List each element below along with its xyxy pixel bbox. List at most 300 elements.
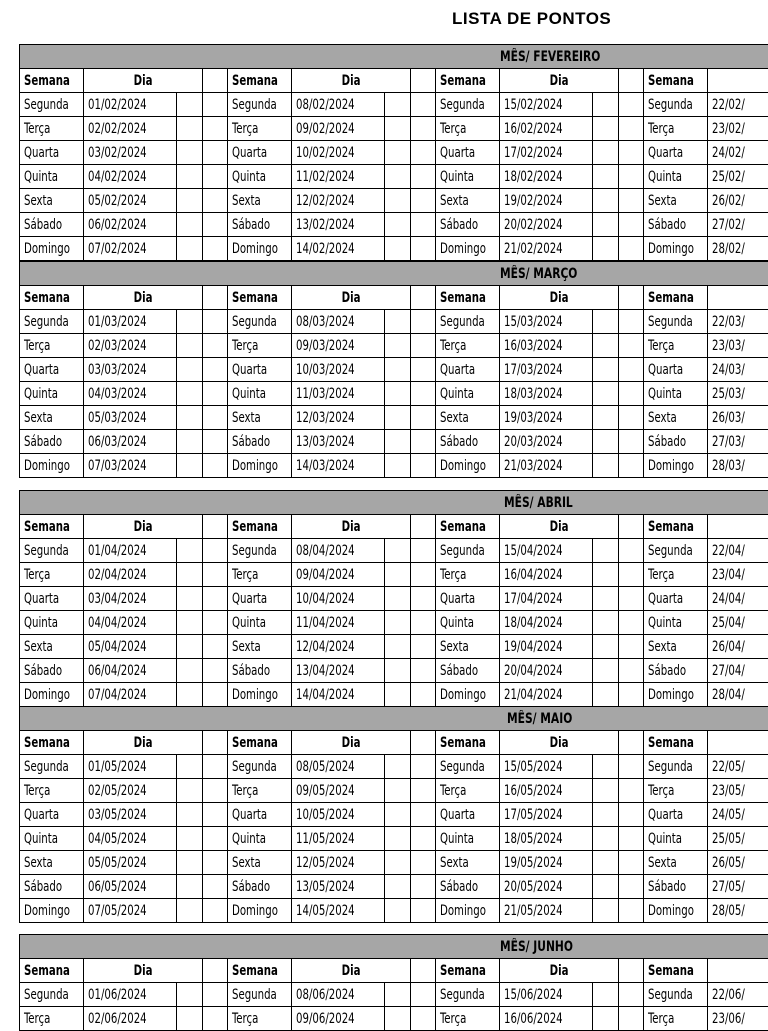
table-row bbox=[20, 454, 768, 478]
date-cell: 14/03/2024 bbox=[292, 454, 385, 478]
check-cell[interactable] bbox=[177, 406, 203, 430]
check-cell[interactable] bbox=[385, 803, 411, 827]
check-cell[interactable] bbox=[385, 382, 411, 406]
blank-cell bbox=[203, 93, 228, 117]
blank-cell bbox=[203, 875, 228, 899]
blank-cell bbox=[619, 635, 644, 659]
header-semana: Semana bbox=[228, 286, 292, 310]
check-cell[interactable] bbox=[177, 983, 203, 1007]
date-cell: 04/04/2024 bbox=[84, 611, 177, 635]
blank-cell bbox=[619, 334, 644, 358]
date-cell: 17/05/2024 bbox=[500, 803, 593, 827]
date-cell: 09/05/2024 bbox=[292, 779, 385, 803]
date-cell: 02/04/2024 bbox=[84, 563, 177, 587]
check-cell[interactable] bbox=[385, 983, 411, 1007]
weekday-cell: Segunda bbox=[436, 755, 500, 779]
table-row bbox=[20, 117, 768, 141]
header-dia: Dia bbox=[500, 515, 619, 539]
date-cell: 07/03/2024 bbox=[84, 454, 177, 478]
check-cell[interactable] bbox=[177, 213, 203, 237]
check-cell[interactable] bbox=[593, 406, 619, 430]
check-cell[interactable] bbox=[385, 165, 411, 189]
date-cell: 01/06/2024 bbox=[84, 983, 177, 1007]
check-cell[interactable] bbox=[593, 983, 619, 1007]
date-cell: 21/03/2024 bbox=[500, 454, 593, 478]
weekday-cell: Sábado bbox=[436, 875, 500, 899]
blank-cell bbox=[619, 382, 644, 406]
blank-cell bbox=[203, 587, 228, 611]
table-row bbox=[20, 683, 768, 707]
check-cell[interactable] bbox=[177, 237, 203, 261]
weekday-cell: Domingo bbox=[644, 237, 708, 261]
check-cell[interactable] bbox=[593, 382, 619, 406]
weekday-cell: Segunda bbox=[644, 539, 708, 563]
check-cell[interactable] bbox=[177, 899, 203, 923]
header-semana: Semana bbox=[228, 69, 292, 93]
check-cell[interactable] bbox=[385, 899, 411, 923]
blank-cell bbox=[411, 899, 436, 923]
date-cell: 16/05/2024 bbox=[500, 779, 593, 803]
table-row bbox=[20, 406, 768, 430]
blank-cell bbox=[619, 659, 644, 683]
header-semana: Semana bbox=[20, 69, 84, 93]
date-cell: 08/06/2024 bbox=[292, 983, 385, 1007]
weekday-cell: Sexta bbox=[436, 851, 500, 875]
table-row bbox=[20, 165, 768, 189]
check-cell[interactable] bbox=[385, 430, 411, 454]
header-dia: Dia bbox=[84, 69, 203, 93]
check-cell[interactable] bbox=[593, 827, 619, 851]
blank-cell bbox=[203, 899, 228, 923]
header-dia: Dia bbox=[500, 286, 619, 310]
blank-cell bbox=[203, 731, 228, 755]
weekday-cell: Terça bbox=[228, 563, 292, 587]
blank-cell bbox=[619, 406, 644, 430]
header-semana: Semana bbox=[644, 515, 708, 539]
weekday-cell: Sábado bbox=[20, 659, 84, 683]
header-semana: Semana bbox=[644, 286, 708, 310]
check-cell[interactable] bbox=[177, 587, 203, 611]
check-cell[interactable] bbox=[593, 141, 619, 165]
weekday-cell: Quarta bbox=[228, 358, 292, 382]
weekday-cell: Sábado bbox=[228, 213, 292, 237]
check-cell[interactable] bbox=[177, 827, 203, 851]
date-cell: 03/02/2024 bbox=[84, 141, 177, 165]
weekday-cell: Sexta bbox=[228, 635, 292, 659]
weekday-cell: Quarta bbox=[20, 141, 84, 165]
blank-cell bbox=[203, 659, 228, 683]
date-cell: 26/04/ bbox=[708, 635, 768, 659]
table-row bbox=[20, 539, 768, 563]
blank-cell bbox=[411, 310, 436, 334]
date-cell: 08/02/2024 bbox=[292, 93, 385, 117]
weekday-cell: Sexta bbox=[20, 406, 84, 430]
check-cell[interactable] bbox=[385, 683, 411, 707]
blank-cell bbox=[411, 587, 436, 611]
date-cell: 01/05/2024 bbox=[84, 755, 177, 779]
weekday-cell: Quarta bbox=[436, 587, 500, 611]
check-cell[interactable] bbox=[385, 779, 411, 803]
check-cell[interactable] bbox=[177, 93, 203, 117]
blank-cell bbox=[619, 237, 644, 261]
blank-cell bbox=[619, 117, 644, 141]
date-cell: 15/02/2024 bbox=[500, 93, 593, 117]
date-cell: 12/03/2024 bbox=[292, 406, 385, 430]
check-cell[interactable] bbox=[593, 779, 619, 803]
blank-cell bbox=[411, 69, 436, 93]
blank-cell bbox=[411, 1007, 436, 1031]
blank-cell bbox=[411, 827, 436, 851]
header-dia: Dia bbox=[500, 731, 619, 755]
blank-cell bbox=[411, 755, 436, 779]
blank-cell bbox=[203, 1007, 228, 1031]
month-title: MÊS/ FEVEREIRO bbox=[20, 45, 768, 69]
blank-cell bbox=[203, 358, 228, 382]
header-semana: Semana bbox=[228, 731, 292, 755]
date-cell: 16/02/2024 bbox=[500, 117, 593, 141]
weekday-cell: Domingo bbox=[436, 683, 500, 707]
table-row bbox=[20, 779, 768, 803]
table-row bbox=[20, 899, 768, 923]
blank-cell bbox=[619, 310, 644, 334]
check-cell[interactable] bbox=[593, 213, 619, 237]
blank-cell bbox=[411, 382, 436, 406]
date-cell: 09/02/2024 bbox=[292, 117, 385, 141]
date-cell: 03/05/2024 bbox=[84, 803, 177, 827]
date-cell: 20/03/2024 bbox=[500, 430, 593, 454]
check-cell[interactable] bbox=[593, 563, 619, 587]
check-cell[interactable] bbox=[177, 563, 203, 587]
date-cell: 01/03/2024 bbox=[84, 310, 177, 334]
blank-cell bbox=[203, 563, 228, 587]
month-table bbox=[19, 44, 768, 261]
check-cell[interactable] bbox=[385, 539, 411, 563]
date-cell: 02/02/2024 bbox=[84, 117, 177, 141]
check-cell[interactable] bbox=[593, 93, 619, 117]
header-dia bbox=[708, 959, 768, 983]
weekday-cell: Quinta bbox=[644, 382, 708, 406]
date-cell: 14/04/2024 bbox=[292, 683, 385, 707]
check-cell[interactable] bbox=[593, 165, 619, 189]
table-row bbox=[20, 611, 768, 635]
check-cell[interactable] bbox=[177, 635, 203, 659]
check-cell[interactable] bbox=[177, 683, 203, 707]
header-dia: Dia bbox=[84, 731, 203, 755]
header-dia: Dia bbox=[292, 69, 411, 93]
weekday-cell: Quinta bbox=[436, 827, 500, 851]
weekday-cell: Sexta bbox=[228, 851, 292, 875]
weekday-cell: Sábado bbox=[644, 659, 708, 683]
date-cell: 10/05/2024 bbox=[292, 803, 385, 827]
table-row bbox=[20, 334, 768, 358]
table-row bbox=[20, 755, 768, 779]
check-cell[interactable] bbox=[593, 189, 619, 213]
header-dia: Dia bbox=[84, 515, 203, 539]
weekday-cell: Segunda bbox=[228, 755, 292, 779]
blank-cell bbox=[411, 779, 436, 803]
date-cell: 17/04/2024 bbox=[500, 587, 593, 611]
weekday-cell: Terça bbox=[644, 563, 708, 587]
date-cell: 11/04/2024 bbox=[292, 611, 385, 635]
weekday-cell: Terça bbox=[436, 334, 500, 358]
blank-cell bbox=[203, 983, 228, 1007]
check-cell[interactable] bbox=[593, 1007, 619, 1031]
date-cell: 07/02/2024 bbox=[84, 237, 177, 261]
check-cell[interactable] bbox=[385, 635, 411, 659]
check-cell[interactable] bbox=[385, 117, 411, 141]
weekday-cell: Quinta bbox=[228, 827, 292, 851]
blank-cell bbox=[619, 1007, 644, 1031]
weekday-cell: Quarta bbox=[644, 358, 708, 382]
check-cell[interactable] bbox=[177, 454, 203, 478]
check-cell[interactable] bbox=[177, 755, 203, 779]
check-cell[interactable] bbox=[385, 334, 411, 358]
weekday-cell: Sexta bbox=[20, 189, 84, 213]
weekday-cell: Domingo bbox=[436, 454, 500, 478]
blank-cell bbox=[619, 454, 644, 478]
blank-cell bbox=[619, 587, 644, 611]
weekday-cell: Quinta bbox=[228, 165, 292, 189]
weekday-cell: Segunda bbox=[20, 983, 84, 1007]
weekday-cell: Terça bbox=[644, 117, 708, 141]
blank-cell bbox=[411, 454, 436, 478]
table-row bbox=[20, 93, 768, 117]
check-cell[interactable] bbox=[385, 851, 411, 875]
weekday-cell: Quinta bbox=[228, 382, 292, 406]
weekday-cell: Quarta bbox=[644, 587, 708, 611]
date-cell: 16/03/2024 bbox=[500, 334, 593, 358]
weekday-cell: Terça bbox=[20, 117, 84, 141]
check-cell[interactable] bbox=[593, 430, 619, 454]
check-cell[interactable] bbox=[593, 358, 619, 382]
date-cell: 23/03/ bbox=[708, 334, 768, 358]
date-cell: 15/04/2024 bbox=[500, 539, 593, 563]
check-cell[interactable] bbox=[385, 237, 411, 261]
date-cell: 20/04/2024 bbox=[500, 659, 593, 683]
date-cell: 27/04/ bbox=[708, 659, 768, 683]
check-cell[interactable] bbox=[177, 875, 203, 899]
check-cell[interactable] bbox=[385, 213, 411, 237]
date-cell: 01/02/2024 bbox=[84, 93, 177, 117]
weekday-cell: Quinta bbox=[20, 827, 84, 851]
weekday-cell: Segunda bbox=[436, 310, 500, 334]
blank-cell bbox=[411, 358, 436, 382]
date-cell: 25/05/ bbox=[708, 827, 768, 851]
header-semana: Semana bbox=[20, 731, 84, 755]
weekday-cell: Domingo bbox=[436, 899, 500, 923]
check-cell[interactable] bbox=[593, 851, 619, 875]
check-cell[interactable] bbox=[177, 189, 203, 213]
blank-cell bbox=[619, 563, 644, 587]
date-cell: 07/05/2024 bbox=[84, 899, 177, 923]
weekday-cell: Sexta bbox=[644, 851, 708, 875]
blank-cell bbox=[203, 430, 228, 454]
check-cell[interactable] bbox=[593, 899, 619, 923]
date-cell: 08/03/2024 bbox=[292, 310, 385, 334]
check-cell[interactable] bbox=[385, 659, 411, 683]
blank-cell bbox=[411, 563, 436, 587]
check-cell[interactable] bbox=[177, 659, 203, 683]
check-cell[interactable] bbox=[593, 875, 619, 899]
check-cell[interactable] bbox=[593, 310, 619, 334]
blank-cell bbox=[203, 213, 228, 237]
date-cell: 19/05/2024 bbox=[500, 851, 593, 875]
weekday-cell: Quarta bbox=[20, 803, 84, 827]
check-cell[interactable] bbox=[593, 611, 619, 635]
header-dia bbox=[708, 515, 768, 539]
weekday-cell: Domingo bbox=[228, 237, 292, 261]
blank-cell bbox=[203, 779, 228, 803]
weekday-cell: Quinta bbox=[644, 827, 708, 851]
weekday-cell: Segunda bbox=[228, 539, 292, 563]
check-cell[interactable] bbox=[593, 587, 619, 611]
weekday-cell: Domingo bbox=[20, 899, 84, 923]
check-cell[interactable] bbox=[593, 683, 619, 707]
check-cell[interactable] bbox=[593, 237, 619, 261]
check-cell[interactable] bbox=[593, 659, 619, 683]
date-cell: 20/05/2024 bbox=[500, 875, 593, 899]
check-cell[interactable] bbox=[385, 563, 411, 587]
weekday-cell: Terça bbox=[436, 117, 500, 141]
date-cell: 03/03/2024 bbox=[84, 358, 177, 382]
check-cell[interactable] bbox=[593, 635, 619, 659]
weekday-cell: Terça bbox=[228, 1007, 292, 1031]
check-cell[interactable] bbox=[385, 875, 411, 899]
blank-cell bbox=[203, 286, 228, 310]
weekday-cell: Domingo bbox=[228, 683, 292, 707]
weekday-cell: Sábado bbox=[436, 659, 500, 683]
table-row bbox=[20, 827, 768, 851]
blank-cell bbox=[619, 189, 644, 213]
blank-cell bbox=[411, 983, 436, 1007]
table-row bbox=[20, 237, 768, 261]
date-cell: 06/05/2024 bbox=[84, 875, 177, 899]
weekday-cell: Segunda bbox=[644, 755, 708, 779]
blank-cell bbox=[411, 539, 436, 563]
date-cell: 24/04/ bbox=[708, 587, 768, 611]
header-dia: Dia bbox=[500, 959, 619, 983]
check-cell[interactable] bbox=[177, 141, 203, 165]
weekday-cell: Segunda bbox=[436, 983, 500, 1007]
table-row bbox=[20, 430, 768, 454]
blank-cell bbox=[619, 358, 644, 382]
check-cell[interactable] bbox=[593, 334, 619, 358]
weekday-cell: Segunda bbox=[228, 983, 292, 1007]
check-cell[interactable] bbox=[177, 334, 203, 358]
check-cell[interactable] bbox=[385, 587, 411, 611]
month-title: MÊS/ ABRIL bbox=[20, 491, 768, 515]
weekday-cell: Segunda bbox=[20, 93, 84, 117]
table-row bbox=[20, 851, 768, 875]
weekday-cell: Sábado bbox=[228, 875, 292, 899]
check-cell[interactable] bbox=[593, 117, 619, 141]
check-cell[interactable] bbox=[177, 779, 203, 803]
blank-cell bbox=[411, 189, 436, 213]
check-cell[interactable] bbox=[385, 611, 411, 635]
check-cell[interactable] bbox=[177, 117, 203, 141]
check-cell[interactable] bbox=[177, 430, 203, 454]
blank-cell bbox=[619, 755, 644, 779]
weekday-cell: Quarta bbox=[644, 141, 708, 165]
date-cell: 10/04/2024 bbox=[292, 587, 385, 611]
weekday-cell: Terça bbox=[644, 1007, 708, 1031]
table-row bbox=[20, 635, 768, 659]
weekday-cell: Quinta bbox=[644, 611, 708, 635]
check-cell[interactable] bbox=[177, 358, 203, 382]
month-title: MÊS/ MARÇO bbox=[20, 262, 768, 286]
table-row bbox=[20, 358, 768, 382]
date-cell: 04/03/2024 bbox=[84, 382, 177, 406]
date-cell: 26/02/ bbox=[708, 189, 768, 213]
table-row bbox=[20, 141, 768, 165]
date-cell: 15/06/2024 bbox=[500, 983, 593, 1007]
blank-cell bbox=[203, 69, 228, 93]
date-cell: 06/04/2024 bbox=[84, 659, 177, 683]
blank-cell bbox=[411, 165, 436, 189]
weekday-cell: Sábado bbox=[644, 430, 708, 454]
check-cell[interactable] bbox=[177, 1007, 203, 1031]
date-cell: 13/03/2024 bbox=[292, 430, 385, 454]
check-cell[interactable] bbox=[385, 454, 411, 478]
blank-cell bbox=[203, 189, 228, 213]
weekday-cell: Sexta bbox=[436, 635, 500, 659]
check-cell[interactable] bbox=[593, 454, 619, 478]
check-cell[interactable] bbox=[385, 141, 411, 165]
blank-cell bbox=[619, 779, 644, 803]
check-cell[interactable] bbox=[177, 165, 203, 189]
blank-cell bbox=[411, 683, 436, 707]
date-cell: 01/04/2024 bbox=[84, 539, 177, 563]
weekday-cell: Segunda bbox=[228, 310, 292, 334]
weekday-cell: Segunda bbox=[20, 539, 84, 563]
blank-cell bbox=[411, 117, 436, 141]
blank-cell bbox=[203, 515, 228, 539]
weekday-cell: Segunda bbox=[644, 983, 708, 1007]
check-cell[interactable] bbox=[593, 755, 619, 779]
blank-cell bbox=[619, 286, 644, 310]
header-dia: Dia bbox=[292, 515, 411, 539]
check-cell[interactable] bbox=[385, 310, 411, 334]
check-cell[interactable] bbox=[177, 539, 203, 563]
check-cell[interactable] bbox=[593, 803, 619, 827]
date-cell: 05/05/2024 bbox=[84, 851, 177, 875]
check-cell[interactable] bbox=[593, 539, 619, 563]
date-cell: 05/03/2024 bbox=[84, 406, 177, 430]
date-cell: 19/04/2024 bbox=[500, 635, 593, 659]
weekday-cell: Domingo bbox=[20, 237, 84, 261]
blank-cell bbox=[203, 683, 228, 707]
weekday-cell: Quarta bbox=[228, 141, 292, 165]
check-cell[interactable] bbox=[177, 803, 203, 827]
header-semana: Semana bbox=[436, 515, 500, 539]
blank-cell bbox=[203, 334, 228, 358]
check-cell[interactable] bbox=[385, 406, 411, 430]
check-cell[interactable] bbox=[385, 1007, 411, 1031]
check-cell[interactable] bbox=[385, 358, 411, 382]
table-row bbox=[20, 659, 768, 683]
check-cell[interactable] bbox=[385, 755, 411, 779]
check-cell[interactable] bbox=[177, 851, 203, 875]
weekday-cell: Terça bbox=[20, 779, 84, 803]
weekday-cell: Sexta bbox=[228, 406, 292, 430]
check-cell[interactable] bbox=[177, 310, 203, 334]
check-cell[interactable] bbox=[385, 827, 411, 851]
date-cell: 07/04/2024 bbox=[84, 683, 177, 707]
check-cell[interactable] bbox=[385, 93, 411, 117]
check-cell[interactable] bbox=[385, 189, 411, 213]
check-cell[interactable] bbox=[177, 382, 203, 406]
check-cell[interactable] bbox=[177, 611, 203, 635]
